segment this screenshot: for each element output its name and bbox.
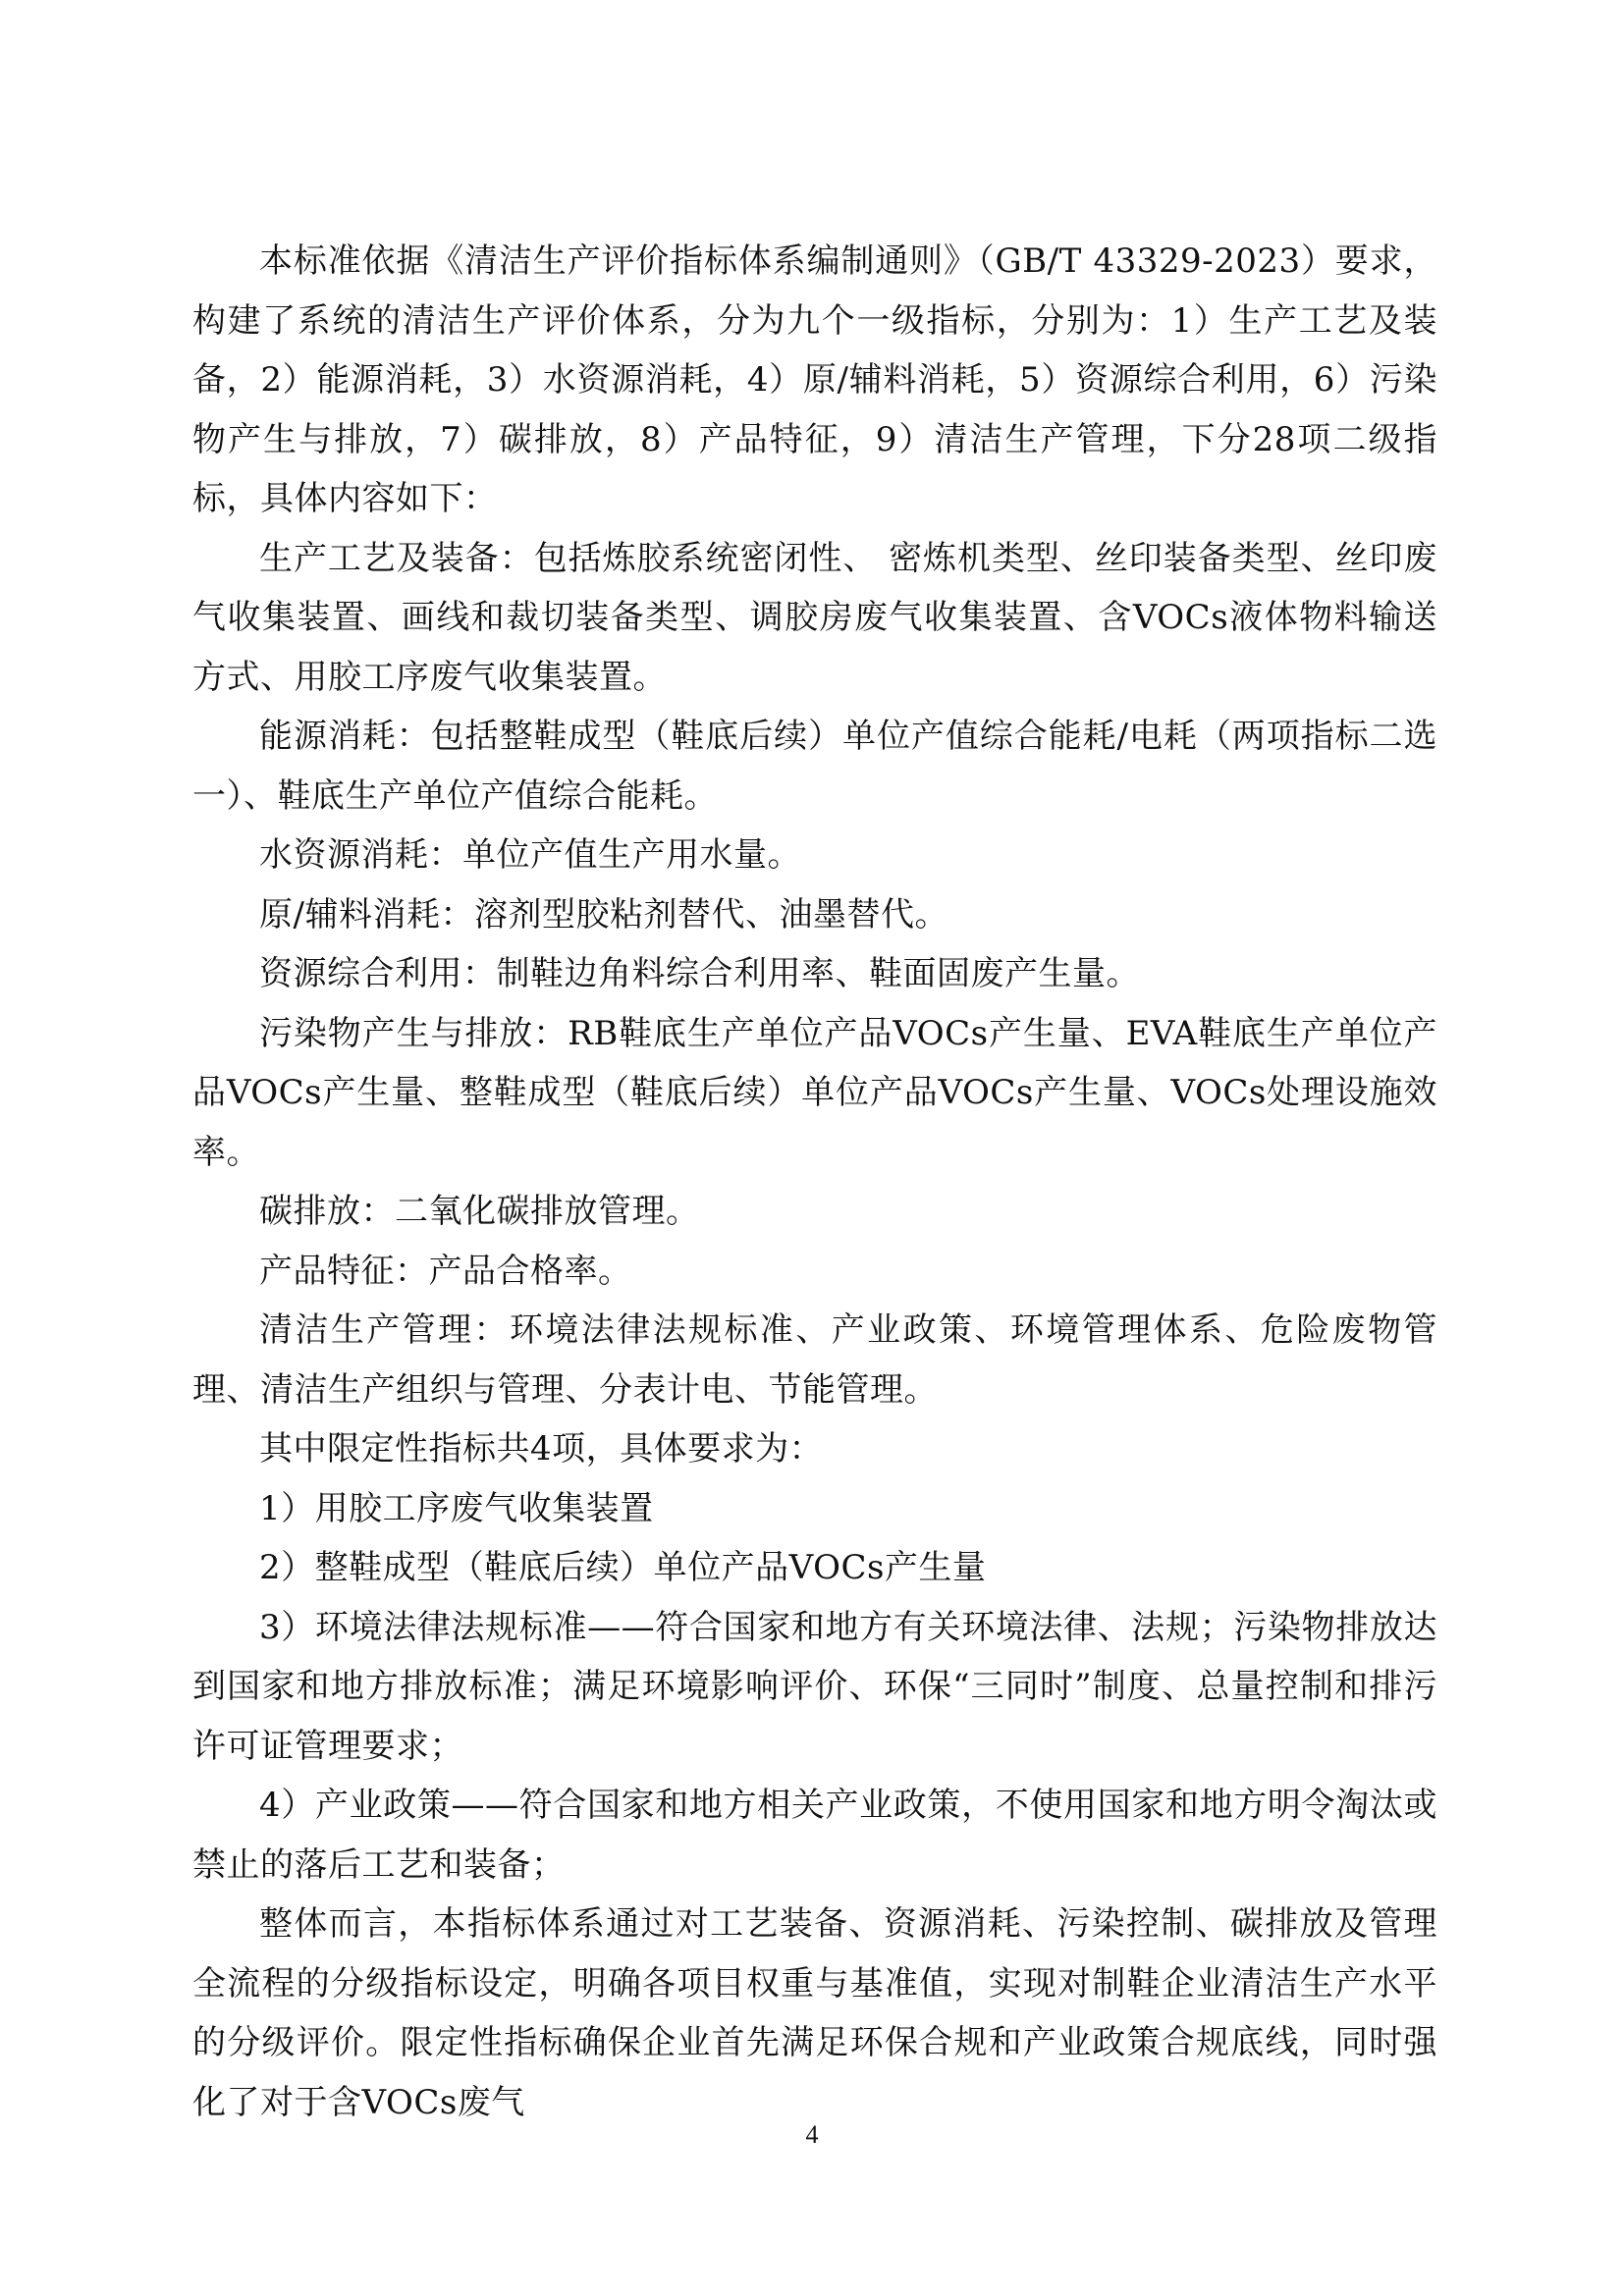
paragraph-intro: 本标准依据《清洁生产评价指标体系编制通则》（GB/T 43329-2023）要求，构建了系统的清洁生产评价体系，分为九个一级指标，分别为：1）生产工艺及装备，2）能源消耗，3）水资源消耗，4）原/辅料消耗，5）资源综合利用，6）污染物产生与排放，7）碳排放，8）产品特征，9）清洁生产管理，下分28项二级指标，具体内容如下：	[192, 241, 1437, 518]
paragraph-product: 产品特征：产品合格率。	[259, 1251, 632, 1291]
paragraph-pollutants: 污染物产生与排放：RB鞋底生产单位产品VOCs产生量、EVA鞋底生产单位产品VOCs产生量、整鞋成型（鞋底后续）单位产品VOCs产生量、VOCs处理设施效率。	[192, 1013, 1437, 1172]
document-body	[192, 232, 1437, 2132]
paragraph-limiting-3: 3）环境法律法规标准——符合国家和地方有关环境法律、法规；污染物排放达到国家和地方排放标准；满足环境影响评价、环保“三同时”制度、总量控制和排污许可证管理要求；	[192, 1607, 1437, 1766]
paragraph-limiting-2: 2）整鞋成型（鞋底后续）单位产品VOCs产生量	[259, 1548, 987, 1587]
paragraph-limiting-1: 1）用胶工序废气收集装置	[259, 1488, 654, 1528]
paragraph-limiting-4: 4）产业政策——符合国家和地方相关产业政策，不使用国家和地方明令淘汰或禁止的落后工艺和装备；	[192, 1786, 1437, 1885]
paragraph-carbon: 碳排放：二氧化碳排放管理。	[259, 1192, 700, 1231]
page-number: 4	[805, 2120, 819, 2149]
paragraph-water: 水资源消耗：单位产值生产用水量。	[259, 835, 801, 875]
paragraph-limiting-intro: 其中限定性指标共4项，具体要求为：	[259, 1429, 824, 1468]
paragraph-resource-use: 资源综合利用：制鞋边角料综合利用率、鞋面固废产生量。	[259, 954, 1140, 993]
paragraph-energy: 能源消耗：包括整鞋成型（鞋底后续）单位产值综合能耗/电耗（两项指标二选一）、鞋底生产单位产值综合能耗。	[192, 717, 1437, 816]
paragraph-management: 清洁生产管理：环境法律法规标准、产业政策、环境管理体系、危险废物管理、清洁生产组织与管理、分表计电、节能管理。	[192, 1310, 1437, 1410]
paragraph-materials: 原/辅料消耗：溶剂型胶粘剂替代、油墨替代。	[259, 894, 948, 934]
paragraph-process-equipment: 生产工艺及装备：包括炼胶系统密闭性、 密炼机类型、丝印装备类型、丝印废气收集装置、画线和裁切装备类型、调胶房废气收集装置、含VOCs液体物料输送方式、用胶工序废气收集装置。	[192, 538, 1437, 697]
paragraph-summary: 整体而言，本指标体系通过对工艺装备、资源消耗、污染控制、碳排放及管理全流程的分级指标设定，明确各项目权重与基准值，实现对制鞋企业清洁生产水平的分级评价。限定性指标确保企业首先满足环保合规和产业政策合规底线，同时强化了对于含VOCs废气	[192, 1904, 1437, 2122]
